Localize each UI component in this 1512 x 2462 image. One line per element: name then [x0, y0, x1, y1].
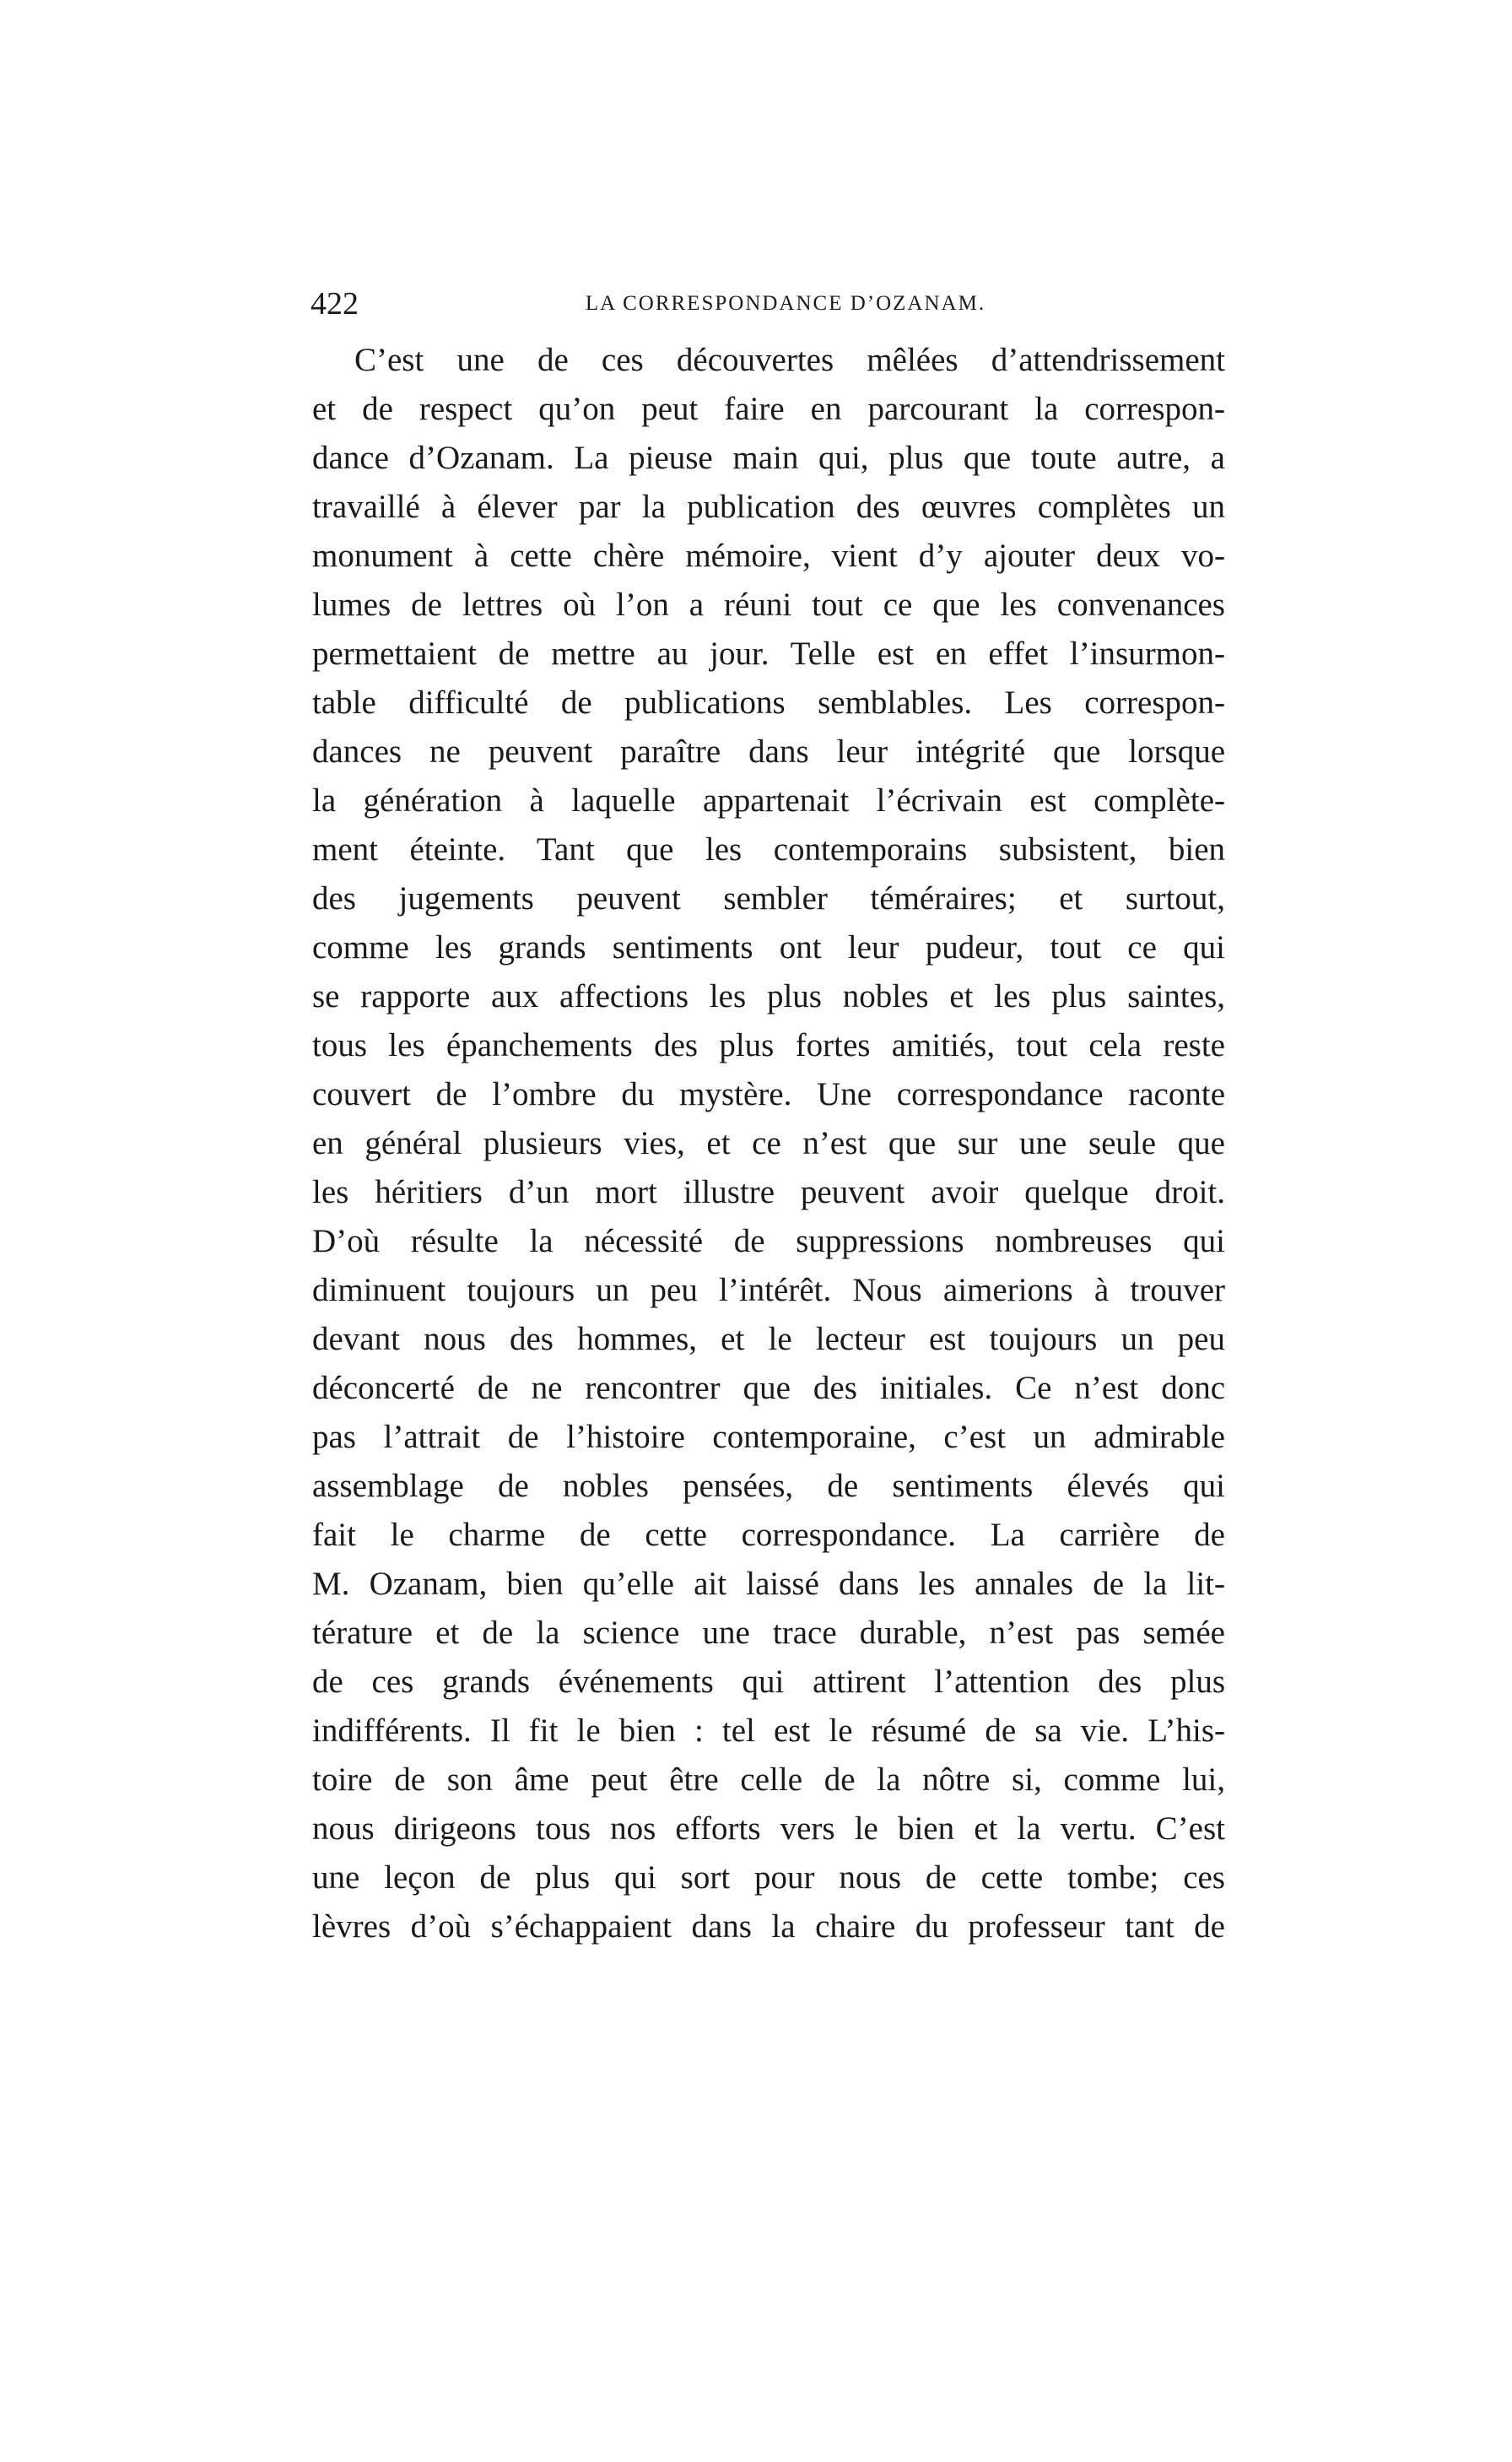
- text-line: lèvres d’où s’échappaient dans la chaire du professeur tant de: [312, 1908, 1225, 1945]
- text-line: des jugements peuvent sembler téméraires; et surtout,: [312, 880, 1225, 917]
- text-line: les héritiers d’un mort illustre peuvent avoir quelque droit.: [312, 1174, 1225, 1210]
- text-line: pas l’attrait de l’histoire contemporaine, c’est un admirable: [312, 1419, 1225, 1455]
- text-line: tous les épanchements des plus fortes amitiés, tout cela reste: [312, 1027, 1225, 1063]
- text-line: permettaient de mettre au jour. Telle est en effet l’insurmon-: [312, 636, 1225, 672]
- text-line: monument à cette chère mémoire, vient d’y ajouter deux vo-: [312, 538, 1225, 574]
- text-line: lumes de lettres où l’on a réuni tout ce que les convenances: [312, 587, 1225, 623]
- text-line: M. Ozanam, bien qu’elle ait laissé dans les annales de la lit-: [312, 1566, 1225, 1602]
- text-line: comme les grands sentiments ont leur pudeur, tout ce qui: [312, 929, 1225, 966]
- text-line: D’où résulte la nécessité de suppressions nombreuses qui: [312, 1223, 1225, 1259]
- text-line: toire de son âme peut être celle de la nôtre si, comme lui,: [312, 1761, 1225, 1798]
- text-line: table difficulté de publications semblables. Les correspon-: [312, 684, 1225, 721]
- text-line: devant nous des hommes, et le lecteur est toujours un peu: [312, 1321, 1225, 1357]
- text-line: assemblage de nobles pensées, de sentiments élevés qui: [312, 1468, 1225, 1504]
- text-line: couvert de l’ombre du mystère. Une correspondance raconte: [312, 1076, 1225, 1112]
- running-title: LA CORRESPONDANCE D’OZANAM.: [585, 292, 986, 315]
- page-number: 422: [310, 286, 359, 322]
- text-line: ment éteinte. Tant que les contemporains subsistent, bien: [312, 831, 1225, 868]
- text-line: C’est une de ces découvertes mêlées d’attendrissement: [354, 342, 1225, 378]
- text-line: se rapporte aux affections les plus nobles et les plus saintes,: [312, 978, 1225, 1015]
- text-line: nous dirigeons tous nos efforts vers le bien et la vertu. C’est: [312, 1810, 1225, 1847]
- text-line: dance d’Ozanam. La pieuse main qui, plus que toute autre, a: [312, 440, 1225, 476]
- page-header: [310, 285, 1227, 322]
- text-line: indifférents. Il fit le bien : tel est le résumé de sa vie. L’his-: [312, 1713, 1225, 1749]
- text-line: dances ne peuvent paraître dans leur intégrité que lorsque: [312, 733, 1225, 770]
- body-text: [312, 336, 1225, 1951]
- text-line: déconcerté de ne rencontrer que des initiales. Ce n’est donc: [312, 1370, 1225, 1406]
- text-line: diminuent toujours un peu l’intérêt. Nous aimerions à trouver: [312, 1272, 1225, 1308]
- text-line: et de respect qu’on peut faire en parcourant la correspon-: [312, 391, 1225, 427]
- text-line: fait le charme de cette correspondance. La carrière de: [312, 1517, 1225, 1553]
- text-line: en général plusieurs vies, et ce n’est que sur une seule que: [312, 1125, 1225, 1161]
- text-line: une leçon de plus qui sort pour nous de cette tombe; ces: [312, 1859, 1225, 1896]
- text-line: térature et de la science une trace durable, n’est pas semée: [312, 1615, 1225, 1651]
- text-line: travaillé à élever par la publication des œuvres complètes un: [312, 489, 1225, 525]
- text-line: la génération à laquelle appartenait l’écrivain est complète-: [312, 782, 1225, 819]
- text-line: de ces grands événements qui attirent l’attention des plus: [312, 1664, 1225, 1700]
